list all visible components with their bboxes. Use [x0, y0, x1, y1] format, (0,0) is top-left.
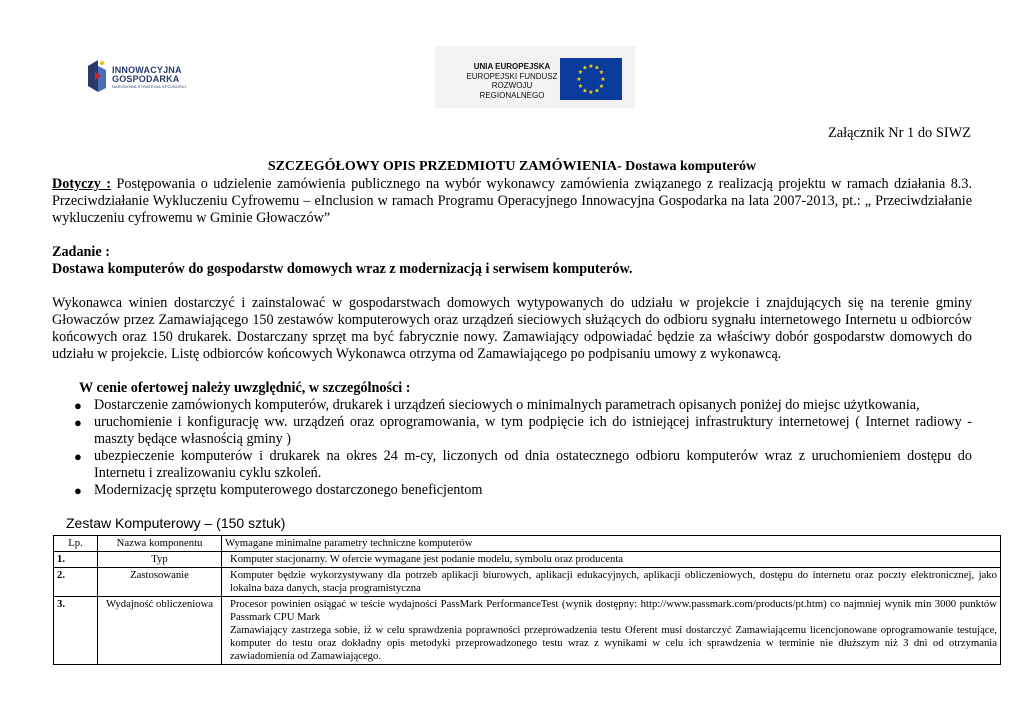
svg-text:★: ★: [582, 64, 588, 72]
list-item: ● Modernizację sprzętu komputerowego dostarczonego beneficjentom: [74, 482, 483, 498]
offer-heading: W cenie ofertowej należy uwzględnić, w szczególności :: [79, 380, 411, 396]
offer-list: [72, 397, 972, 499]
dotyczy-section: [52, 176, 972, 227]
svg-text:★: ★: [594, 64, 600, 72]
bullet-icon: ●: [74, 415, 82, 430]
list-item: ● Dostarczenie zamówionych komputerów, drukarek i urządzeń sieciowych o minimalnych parametrach opisanych poniżej do miejsc użytkowania,: [74, 397, 920, 413]
row-desc: Komputer stacjonarny. W ofercie wymagane jest podanie modelu, symbolu oraz producenta: [222, 552, 1001, 568]
bullet-icon: ●: [74, 398, 82, 413]
eu-logo-line1: UNIA EUROPEJSKA: [473, 62, 551, 71]
row-component: Zastosowanie: [98, 568, 222, 597]
svg-text:★: ★: [600, 76, 606, 83]
list-item: ● ubezpieczenie komputerów i drukarek na okres 24 m-cy, liczonych od dnia ostatecznego odbioru komputerów wraz z uruchomieniem dostępu do Internetu i zrealizowaniu cyklu szkoleń.: [74, 448, 972, 481]
annex-label: Załącznik Nr 1 do SIWZ: [827, 125, 971, 141]
row-desc: Komputer będzie wykorzystywany dla potrzeb aplikacji biurowych, aplikacji edukacyjnych, aplikacji obliczeniowych, dostępu do internetu oraz poczty elektronicznej, jako lokalna baza danych, stacja programistyczna: [222, 568, 1001, 597]
row-desc: [222, 597, 1001, 665]
row-desc-para: Zamawiający zastrzega sobie, iż w celu sprawdzenia poprawności przeprowadzenia testu Oferent musi dostarczyć Zamawiającemu licencjonowane oprogramowanie testujące, komputer do testu oraz dokładny opis metodyki przeprowadzonego testu wraz z wynikami w celu ich sprawdzenia w terminie nie dłuższym niż 3 dni od otrzymania zawiadomienia od Zamawiającego.: [230, 624, 997, 662]
zadanie-label: Zadanie :: [52, 244, 110, 260]
header-component: Nazwa komponentu: [98, 536, 222, 552]
zestaw-heading: Zestaw Komputerowy – (150 sztuk): [66, 515, 286, 531]
row-lp: 1.: [54, 552, 98, 568]
svg-text:★: ★: [588, 89, 594, 96]
body-paragraph: Wykonawca winien dostarczyć i zainstalować w gospodarstwach domowych wytypowanych do udziału w projekcie i znajdujących się na terenie gminy Głowaczów przez Zamawiającego 150 zestawów komputerowych oraz urządzeń sieciowych służących do odbioru sygnału internetowego Internetu u odbiorców końcowych oraz 150 drukarek. Dostarczany sprzęt ma być fabrycznie nowy. Zamawiający odpowiadać będzie za właściwy dobór gospodarstw domowych do udziału w projekcie. Listę odbiorców końcowych Wykonawca otrzyma od Zamawiającego po podpisaniu umowy z wykonawcą.: [52, 295, 972, 362]
row-lp: 2.: [54, 568, 98, 597]
eu-fund-logo: [435, 46, 635, 108]
row-lp: 3.: [54, 597, 98, 665]
zadanie-text: Dostawa komputerów do gospodarstw domowych wraz z modernizacją i serwisem komputerów.: [52, 261, 633, 277]
bullet-icon: ●: [74, 483, 82, 498]
row-desc-para: Procesor powinien osiągać w teście wydajności PassMark PerformanceTest (wynik dostępny: http://www.passmark.com/products/pt.htm) co najmniej wynik min 3000 punktów Passmark CPU Mark: [230, 598, 997, 623]
spec-table: [53, 535, 1001, 665]
header-lp: Lp.: [54, 536, 98, 552]
table-row: [54, 568, 1001, 597]
svg-text:★: ★: [582, 87, 588, 95]
svg-text:★: ★: [598, 69, 605, 76]
list-item: ● uruchomienie i konfigurację ww. urządzeń oraz oprogramowania, w tym podpięcie ich do istniejącej infrastruktury internetowej ( Internet radiowy - maszty będące własnością gminy ): [74, 414, 972, 447]
row-component: Wydajność obliczeniowa: [98, 597, 222, 665]
ig-logo-line1: INNOWACYJNA: [112, 65, 182, 75]
ig-logo-mark-icon: [86, 58, 108, 94]
zadanie-section: [52, 244, 972, 278]
innowacyjna-gospodarka-logo: [86, 58, 196, 98]
svg-text:★: ★: [598, 83, 605, 90]
eu-flag-icon: [560, 58, 622, 100]
table-header-row: [54, 536, 1001, 552]
svg-text:★: ★: [588, 63, 594, 70]
svg-text:★: ★: [577, 83, 584, 90]
svg-text:★: ★: [577, 69, 584, 76]
table-row: [54, 552, 1001, 568]
ig-logo-line3: NARODOWA STRATEGIA SPÓJNOŚCI: [112, 84, 186, 89]
document-title: SZCZEGÓŁOWY OPIS PRZEDMIOTU ZAMÓWIENIA- Dostawa komputerów: [267, 159, 757, 174]
svg-text:★: ★: [594, 87, 600, 95]
header-params: Wymagane minimalne parametry techniczne komputerów: [222, 536, 1001, 552]
row-component: Typ: [98, 552, 222, 568]
bullet-icon: ●: [74, 449, 82, 464]
eu-logo-line3: ROZWOJU REGIONALNEGO: [479, 81, 545, 100]
eu-logo-line2: EUROPEJSKI FUNDUSZ: [466, 71, 558, 81]
dotyczy-text: Postępowania o udzielenie zamówienia publicznego na wybór wykonawcy zamówienia związanego z realizacją projektu w ramach działania 8.3. Przeciwdziałanie Wykluczeniu Cyfrowemu – eInclusion w ramach Programu Operacyjnego Innowacyjna Gospodarka na lata 2007-2013, pt.: „ Przeciwdziałanie wykluczeniu cyfrowemu w Gminie Głowaczów”: [52, 176, 972, 226]
table-row: [54, 597, 1001, 665]
svg-text:★: ★: [576, 76, 582, 83]
dotyczy-label: Dotyczy :: [52, 176, 112, 192]
ig-logo-line2: GOSPODARKA: [112, 74, 180, 84]
